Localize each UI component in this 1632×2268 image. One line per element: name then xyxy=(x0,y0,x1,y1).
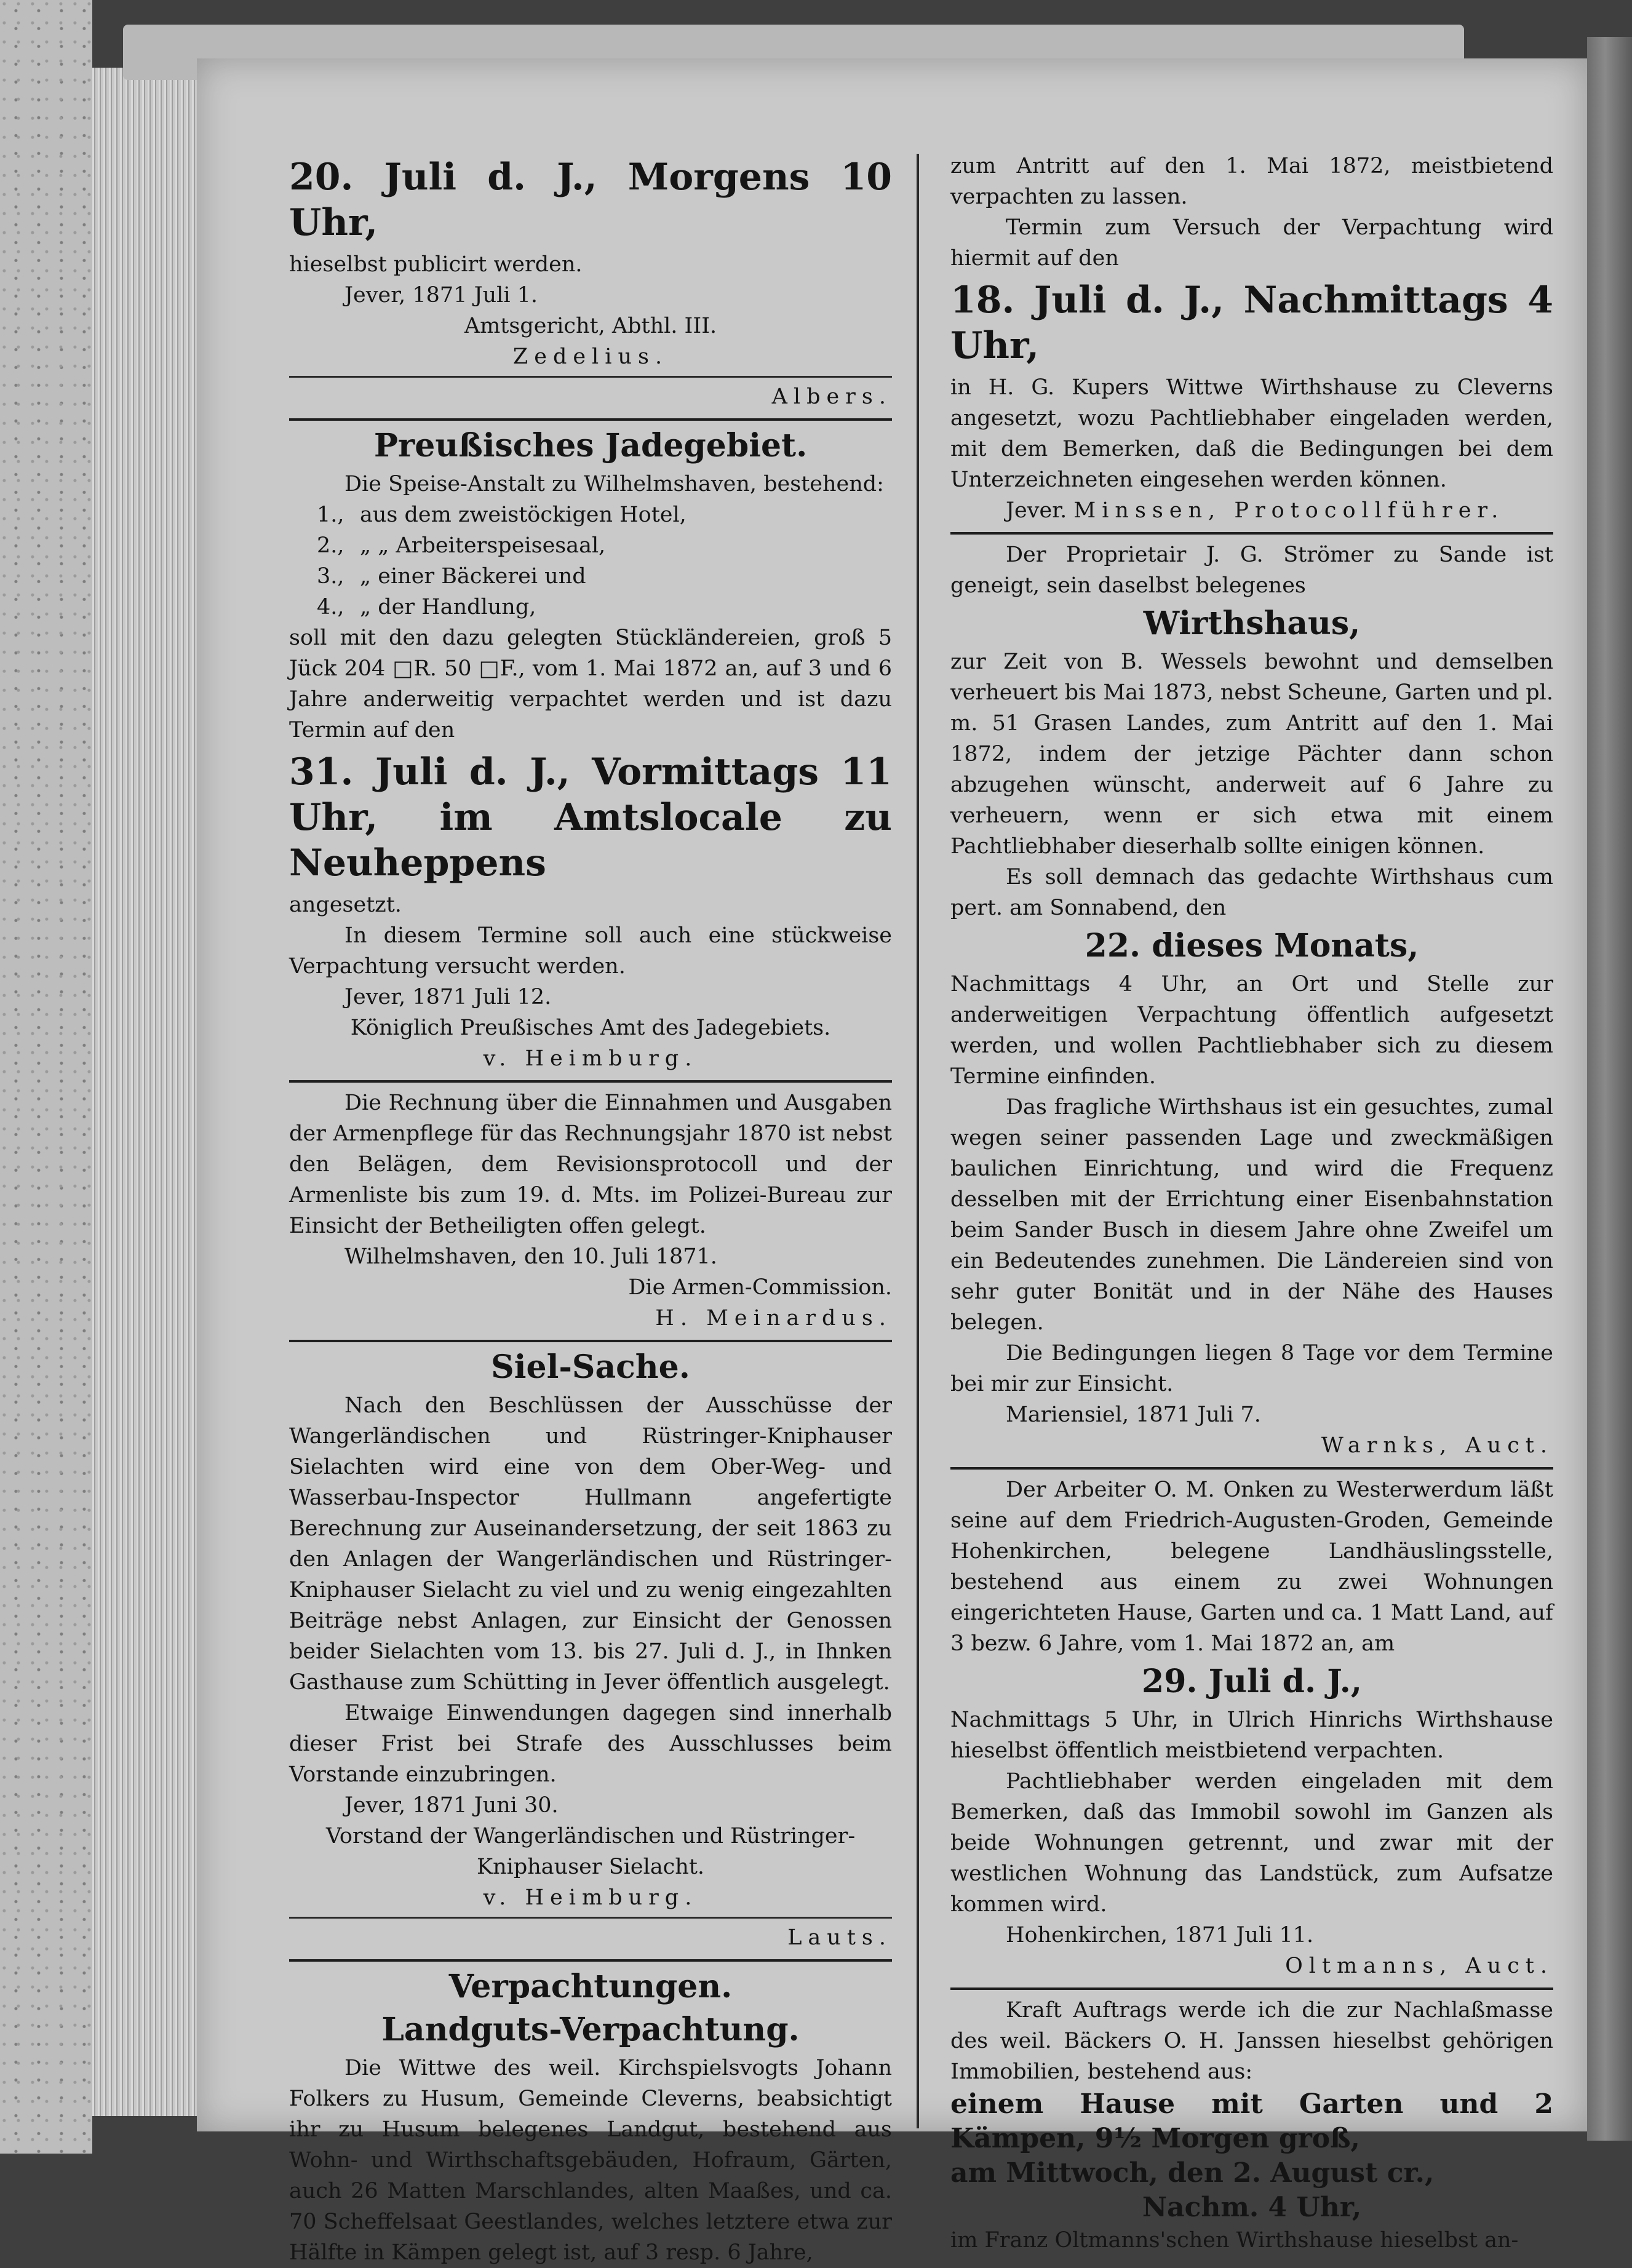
notice-janssen xyxy=(950,1995,1553,2256)
notice-text: angesetzt. xyxy=(289,893,402,917)
notice-place: Jever, 1871 Juli 1. xyxy=(344,283,538,308)
divider xyxy=(289,1917,892,1919)
notice-office: Königlich Preußisches Amt des Jadegebiets. xyxy=(350,1016,831,1040)
notice-place: Jever, 1871 Juni 30. xyxy=(344,1793,559,1818)
notice-place: Mariensiel, 1871 Juli 7. xyxy=(1006,1403,1261,1427)
notice-text: im Franz Oltmanns'schen Wirthshause hieselbst an- xyxy=(950,2228,1519,2253)
notice-siel xyxy=(289,1347,892,1953)
divider xyxy=(950,1987,1553,1990)
notice-text: Nachmittags 5 Uhr, in Ulrich Hinrichs Wirthshause hieselbst öffentlich meistbietend verpachten. xyxy=(950,1708,1553,1763)
notice-signature: v. Heimburg. xyxy=(483,1885,698,1910)
notice-onken xyxy=(950,1474,1553,1981)
notice-heading: Siel-Sache. xyxy=(491,1348,690,1386)
notice-verpachtungen xyxy=(289,1967,892,2268)
divider xyxy=(289,418,892,421)
notice-heading: Wirthshaus, xyxy=(1143,605,1361,642)
notice-text: Der Proprietair J. G. Strömer zu Sande ist geneigt, sein daselbst belegenes xyxy=(950,543,1553,598)
notice-text: Kraft Auftrags werde ich die zur Nachlaßmasse des weil. Bäckers O. H. Janssen hieselbst gehörigen Immobilien, bestehend aus: xyxy=(950,1998,1553,2084)
notice-text: In diesem Termine soll auch eine stückweise Verpachtung versucht werden. xyxy=(289,923,892,979)
divider xyxy=(289,1080,892,1083)
notice-heading: Landguts-Verpachtung. xyxy=(381,2011,800,2048)
page-edges xyxy=(92,68,203,2116)
notice-court-name: Amtsgericht, Abthl. III. xyxy=(464,314,717,338)
divider xyxy=(289,1340,892,1342)
notice-text: in H. G. Kupers Wittwe Wirthshause zu Cleverns angesetzt, wozu Pachtliebhaber eingeladen werden, mit dem Bemerken, daß die Bedingungen bei dem Unterzeichneten eingesehen werden können. xyxy=(950,375,1553,492)
notice-text: Das fragliche Wirthshaus ist ein gesuchtes, zumal wegen seiner passenden Lage und zweckmäßigen baulichen Einrichtung, und wird die Frequenz desselben mit der Errichtung einer Eisenbahnstation beim Sander Busch in diesem Jahre ohne Zweifel um ein Bedeutendes zunehmen. Die Ländereien sind von sehr guter Bonität und in der Nähe des Hauses belegen. xyxy=(950,1095,1553,1335)
notice-place: Jever, 1871 Juli 12. xyxy=(344,985,552,1009)
notice-signature: Oltmanns, Auct. xyxy=(1285,1954,1553,1978)
list-item: 4., „ der Handlung, xyxy=(317,595,536,619)
notice-text: soll mit den dazu gelegten Stückländereien, groß 5 Jück 204 □R. 50 □F., vom 1. Mai 1872 an, auf 3 und 6 Jahre anderweitig verpachtet werden und ist dazu Termin auf den xyxy=(289,626,892,742)
notice-text: Der Arbeiter O. M. Onken zu Westerwerdum läßt seine auf dem Friedrich-Augusten-Groden, Gemeinde Hohenkirchen, belegene Landhäuslingsstelle, bestehend aus einem zu zwei Wohnungen eingerichteten Hause, Garten und ca. 1 Matt Land, auf 3 bezw. 6 Jahre, vom 1. Mai 1872 an, am xyxy=(950,1478,1553,1656)
divider xyxy=(289,1959,892,1962)
divider xyxy=(950,532,1553,535)
section-heading: Verpachtungen. xyxy=(448,1968,733,2005)
notice-date: 20. Juli d. J., Morgens 10 Uhr, xyxy=(289,156,892,244)
notice-text: zur Zeit von B. Wessels bewohnt und demselben verheuert bis Mai 1873, nebst Scheune, Garten und pl. m. 51 Grasen Landes, zum Antritt auf den 1. Mai 1872, indem der jetzige Pächter dann schon abzugehen wünscht, anderweit auf 6 Jahre zu verheuern, wenn er sich etwa mit einem Pachtliebhaber dieserhalb sollte einigen können. xyxy=(950,650,1553,859)
notice-property: einem Hause mit Garten und 2 Kämpen, 9½ Morgen groß, xyxy=(950,2088,1553,2154)
notice-signature: H. Meinardus. xyxy=(655,1306,892,1331)
notice-time: Nachm. 4 Uhr, xyxy=(1142,2192,1362,2223)
notice-place: Jever. Minssen, Protocollführer. xyxy=(1006,498,1505,523)
notice-court xyxy=(289,154,892,412)
notice-landgut-cont xyxy=(950,151,1553,526)
notice-signature: v. Heimburg. xyxy=(483,1046,698,1071)
column-divider xyxy=(917,154,919,2128)
notice-signature: Zedelius. xyxy=(512,344,669,369)
item-list xyxy=(289,499,892,623)
notice-text: zum Antritt auf den 1. Mai 1872, meistbietend verpachten zu lassen. xyxy=(950,154,1553,209)
notice-place: Wilhelmshaven, den 10. Juli 1871. xyxy=(344,1244,717,1269)
divider xyxy=(289,376,892,378)
notice-signature: Albers. xyxy=(771,384,892,409)
notice-board: Kniphauser Sielacht. xyxy=(476,1855,705,1879)
notice-signature: Warnks, Auct. xyxy=(1321,1433,1553,1458)
notice-text: Nach den Beschlüssen der Ausschüsse der Wangerländischen und Rüstringer-Kniphauser Sielachten wird eine von dem Ober-Weg- und Wasserbau-Inspector Hullmann angefertigte Berechnung zur Auseinandersetzung, der seit 1863 zu den Anlagen der Wangerländischen und Rüstringer-Kniphauser Sielacht zu viel und zu wenig eingezahlten Beiträge nebst Anlagen, zur Einsicht der Genossen beider Sielachten vom 13. bis 27. Juli d. J., in Ihnken Gasthause zum Schütting in Jever öffentlich ausgelegt. xyxy=(289,1393,892,1695)
notice-date: 18. Juli d. J., Nachmittags 4 Uhr, xyxy=(950,279,1553,367)
notice-board: Vorstand der Wangerländischen und Rüstringer- xyxy=(325,1824,856,1848)
notice-wirthshaus xyxy=(950,539,1553,1461)
notice-date: 29. Juli d. J., xyxy=(1142,1663,1362,1700)
notice-text: Die Bedingungen liegen 8 Tage vor dem Termine bei mir zur Einsicht. xyxy=(950,1341,1553,1396)
notice-text: Nachmittags 4 Uhr, an Ort und Stelle zur anderweitigen Verpachtung öffentlich aufgesetzt werden, und wollen Pachtliebhaber sich zu diesem Termine einfinden. xyxy=(950,972,1553,1089)
notice-jadegebiet xyxy=(289,426,892,1074)
notice-text: Es soll demnach das gedachte Wirthshaus cum pert. am Sonnabend, den xyxy=(950,865,1553,920)
left-column xyxy=(289,151,892,2268)
notice-text: Termin zum Versuch der Verpachtung wird hiermit auf den xyxy=(950,215,1553,271)
book-cover-edge xyxy=(0,0,92,2154)
list-item: 3., „ einer Bäckerei und xyxy=(317,564,586,589)
notice-text: Die Wittwe des weil. Kirchspielsvogts Johann Folkers zu Husum, Gemeinde Cleverns, beabsichtigt ihr zu Husum belegenes Landgut, bestehend aus Wohn- und Wirthschaftsgebäuden, Hofraum, Gärten, auch 26 Matten Marschlandes, alten Maaßes, und ca. 70 Scheffelsaat Geestlandes, welches letztere etwa zur Hälfte in Kämpen gelegt ist, auf 3 resp. 6 Jahre, xyxy=(289,2056,892,2265)
list-item: 1., aus dem zweistöckigen Hotel, xyxy=(317,503,687,527)
notice-armenpflege xyxy=(289,1088,892,1334)
notice-date: am Mittwoch, den 2. August cr., xyxy=(950,2157,1435,2189)
notice-text: hieselbst publicirt werden. xyxy=(289,252,583,277)
notice-committee: Die Armen-Commission. xyxy=(628,1275,892,1300)
binding-edge xyxy=(1587,37,1632,2141)
notice-text: Pachtliebhaber werden eingeladen mit dem Bemerken, daß das Immobil sowohl im Ganzen als beide Wohnungen getrennt, und zwar mit der westlichen Wohnung das Landstück, zum Aufsatze kommen wird. xyxy=(950,1769,1553,1917)
list-item: 2., „ „ Arbeiterspeisesaal, xyxy=(317,533,606,558)
notice-signature: Lauts. xyxy=(787,1925,892,1950)
divider xyxy=(950,1467,1553,1470)
notice-text: Die Rechnung über die Einnahmen und Ausgaben der Armenpflege für das Rechnungsjahr 1870 ist nebst den Belägen, dem Revisionsprotocoll und der Armenliste bis zum 19. d. Mts. im Polizei-Bureau zur Einsicht der Betheiligten offen gelegt. xyxy=(289,1091,892,1238)
notice-place: Hohenkirchen, 1871 Juli 11. xyxy=(1006,1923,1314,1948)
notice-date: 31. Juli d. J., Vormittags 11 Uhr, im Amtslocale zu Neuheppens xyxy=(289,750,892,885)
right-column xyxy=(950,151,1553,2256)
notice-date: 22. dieses Monats, xyxy=(1085,927,1419,965)
notice-text: Etwaige Einwendungen dagegen sind innerhalb dieser Frist bei Strafe des Ausschlusses beim Vorstande einzubringen. xyxy=(289,1701,892,1787)
notice-text: Die Speise-Anstalt zu Wilhelmshaven, bestehend: xyxy=(344,472,884,496)
notice-heading: Preußisches Jadegebiet. xyxy=(373,427,808,464)
